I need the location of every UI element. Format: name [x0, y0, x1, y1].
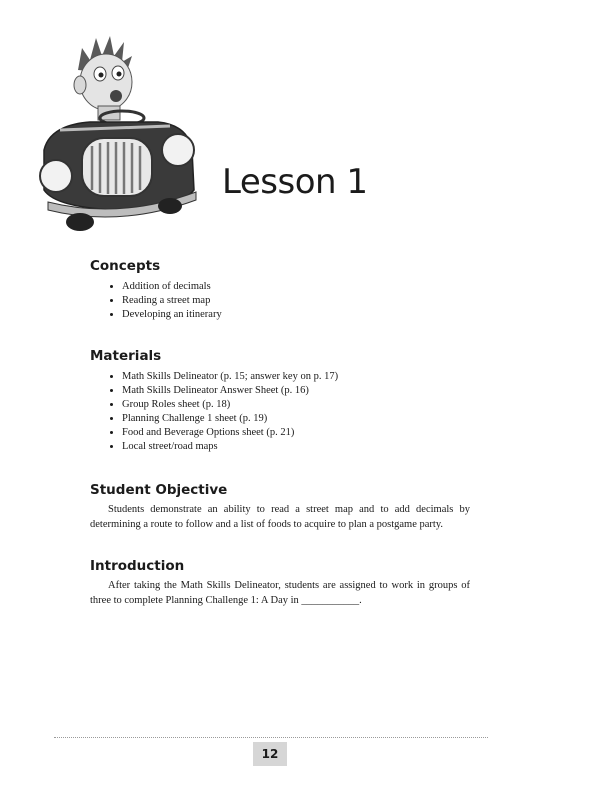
introduction-heading: Introduction: [90, 558, 185, 574]
grille-bars: [92, 142, 140, 194]
ear-shape: [74, 76, 86, 94]
list-item: • Math Skills Delineator Answer Sheet (p. 16): [122, 384, 470, 398]
list-item: • Math Skills Delineator (p. 15; answer key on p. 17): [122, 370, 470, 384]
materials-section: [90, 348, 470, 454]
introduction-text: After taking the Math Skills Delineator, students are assigned to work in groups of three to complete Planning Challenge 1: A Day in ___________.: [90, 580, 470, 606]
pupil-shape: [117, 72, 122, 77]
objective-heading: Student Objective: [90, 482, 228, 498]
concepts-section: [90, 258, 470, 322]
wheel-shape: [158, 198, 182, 214]
introduction-section: [90, 558, 470, 608]
wheel-shape: [66, 213, 94, 231]
list-item: • Group Roles sheet (p. 18): [122, 398, 470, 412]
objective-section: [90, 482, 470, 532]
list-item: • Developing an itinerary: [122, 308, 470, 322]
boy-driving-car-illustration: [30, 30, 210, 240]
headlight-shape: [162, 134, 194, 166]
lesson-title: Lesson 1: [222, 162, 368, 202]
materials-heading: Materials: [90, 348, 162, 364]
list-item: • Food and Beverage Options sheet (p. 21): [122, 426, 470, 440]
pupil-shape: [99, 73, 104, 78]
headlight-shape: [40, 160, 72, 192]
objective-text: Students demonstrate an ability to read a street map and to add decimals by determining a route to follow and a list of foods to acquire to plan a postgame party.: [90, 504, 470, 530]
concepts-list: [90, 280, 470, 322]
mouth-shape: [110, 90, 122, 102]
list-item: • Planning Challenge 1 sheet (p. 19): [122, 412, 470, 426]
materials-list: [90, 370, 470, 454]
list-item: • Reading a street map: [122, 294, 470, 308]
footer-divider: [54, 737, 488, 738]
face-shape: [80, 54, 132, 110]
list-item: • Addition of decimals: [122, 280, 470, 294]
page-number: 12: [253, 742, 287, 766]
concepts-heading: Concepts: [90, 258, 161, 274]
list-item: • Local street/road maps: [122, 440, 470, 454]
